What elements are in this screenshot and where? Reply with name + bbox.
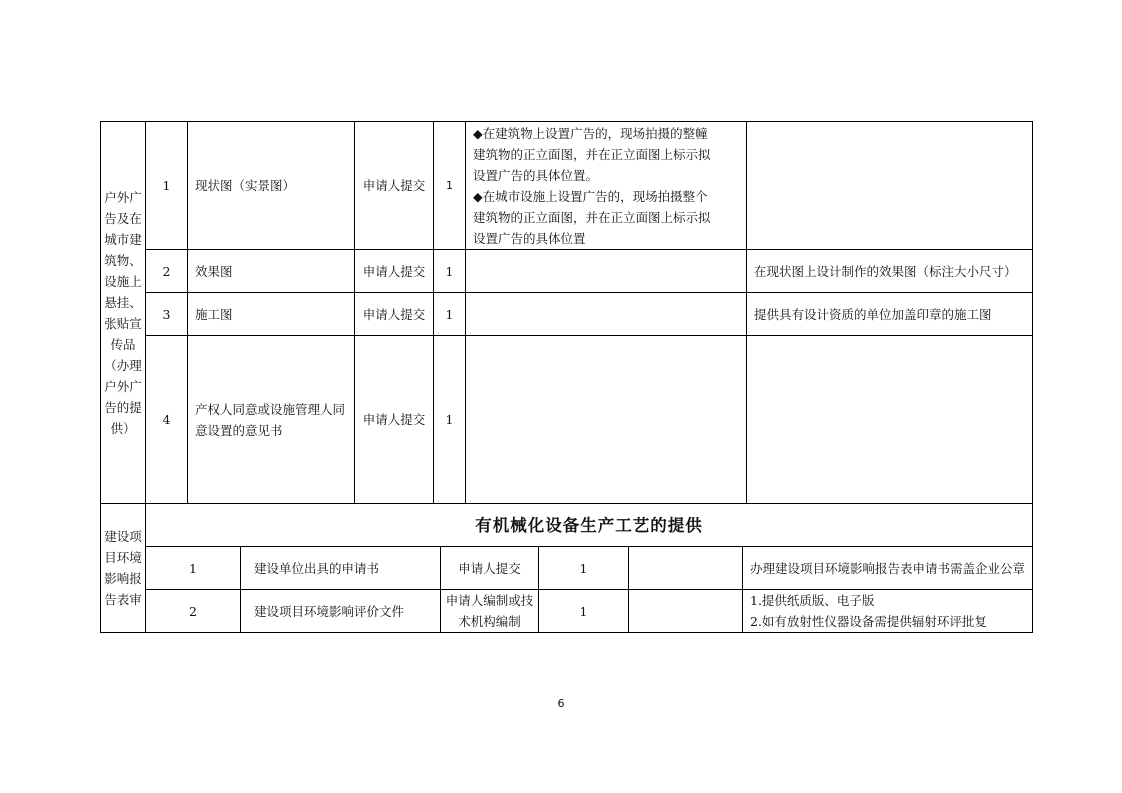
material-requirement: [466, 336, 747, 504]
category-cell: 户外广告及在城市建筑物、设施上悬挂、张贴宣传品（办理户外广告的提供）: [101, 122, 146, 504]
section-heading: 有机械化设备生产工艺的提供: [146, 504, 1033, 547]
outdoor-ads-table: [100, 121, 1033, 504]
note-line: 2.如有放射性仪器设备需提供辐射环评批复: [750, 614, 987, 629]
material-source: 申请人编制或技术机构编制: [441, 590, 539, 633]
row-number: 3: [146, 293, 188, 336]
material-count: 1: [539, 547, 629, 590]
requirement-line: 建筑物的正立面图，并在正立面图上标示拟: [473, 210, 711, 225]
material-name: 效果图: [188, 250, 355, 293]
material-count: 1: [434, 336, 466, 504]
row-number: 2: [146, 590, 241, 633]
material-requirement: [629, 590, 743, 633]
row-number: 2: [146, 250, 188, 293]
table-row: [101, 293, 1033, 336]
note-line: 1.提供纸质版、电子版: [750, 593, 875, 608]
material-name: 施工图: [188, 293, 355, 336]
page-number: 6: [557, 697, 565, 710]
table-row: [101, 547, 1033, 590]
requirement-line: ◆在城市设施上设置广告的，现场拍摄整个: [473, 189, 708, 204]
material-note: 提供具有设计资质的单位加盖印章的施工图: [747, 293, 1033, 336]
material-count: 1: [434, 250, 466, 293]
category-cell: 建设项目环境影响报告表审: [101, 504, 146, 633]
material-requirement: [466, 250, 747, 293]
material-name: 建设项目环境影响评价文件: [241, 590, 441, 633]
material-name: 现状图（实景图）: [188, 122, 355, 250]
material-count: 1: [539, 590, 629, 633]
material-requirement: [466, 122, 747, 250]
material-note: [747, 122, 1033, 250]
material-source: 申请人提交: [355, 122, 434, 250]
material-note: 在现状图上设计制作的效果图（标注大小尺寸）: [747, 250, 1033, 293]
requirement-line: 设置广告的具体位置。: [473, 168, 599, 183]
material-source: 申请人提交: [441, 547, 539, 590]
material-count: 1: [434, 122, 466, 250]
material-requirement: [629, 547, 743, 590]
row-number: 4: [146, 336, 188, 504]
material-count: 1: [434, 293, 466, 336]
env-report-table: [100, 503, 1033, 633]
material-note: [743, 590, 1033, 633]
material-requirement: [466, 293, 747, 336]
material-name: 产权人同意或设施管理人同意设置的意见书: [188, 336, 355, 504]
table-row: [101, 590, 1033, 633]
material-name: 建设单位出具的申请书: [241, 547, 441, 590]
table-row: [101, 250, 1033, 293]
material-source: 申请人提交: [355, 250, 434, 293]
requirement-line: 建筑物的正立面图，并在正立面图上标示拟: [473, 147, 711, 162]
material-note: 办理建设项目环境影响报告表申请书需盖企业公章: [743, 547, 1033, 590]
material-source: 申请人提交: [355, 293, 434, 336]
material-note: [747, 336, 1033, 504]
table-row: [101, 504, 1033, 547]
table-row: [101, 336, 1033, 504]
row-number: 1: [146, 122, 188, 250]
table-row: [101, 122, 1033, 250]
requirement-line: ◆在建筑物上设置广告的，现场拍摄的整幢: [473, 126, 708, 141]
material-source: 申请人提交: [355, 336, 434, 504]
requirement-line: 设置广告的具体位置: [473, 231, 586, 246]
row-number: 1: [146, 547, 241, 590]
